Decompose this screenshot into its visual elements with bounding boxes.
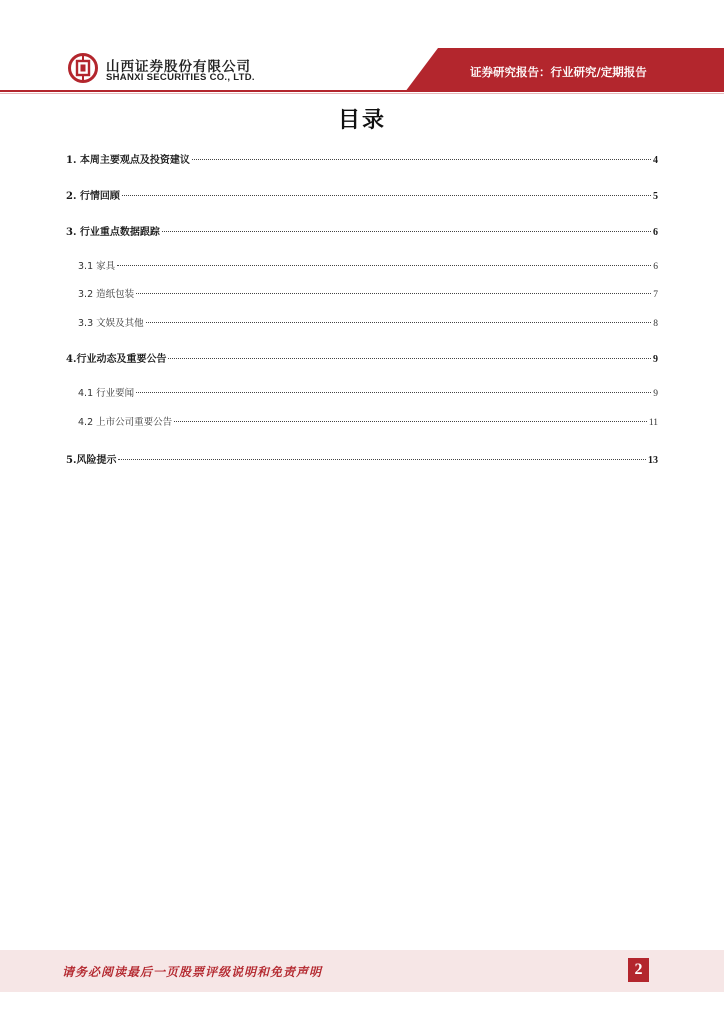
toc-leader-dots xyxy=(117,264,651,266)
toc-entry[interactable] xyxy=(66,315,658,331)
toc-label: 4.2 上市公司重要公告 xyxy=(78,417,173,428)
toc-leader-dots xyxy=(174,420,647,422)
toc-entry[interactable] xyxy=(66,151,658,167)
toc-page-number: 13 xyxy=(648,455,658,466)
toc-label: 3. 行业重点数据跟踪 xyxy=(66,227,160,238)
toc-page-number: 7 xyxy=(653,290,658,300)
toc-page-number: 6 xyxy=(653,262,658,272)
toc-page-number: 9 xyxy=(653,389,658,399)
toc-label: 4.行业动态及重要公告 xyxy=(66,354,167,365)
toc-entry[interactable] xyxy=(66,187,658,203)
toc-page-number: 4 xyxy=(653,155,658,166)
page-header xyxy=(0,0,724,100)
toc-leader-dots xyxy=(162,230,651,232)
toc-leader-dots xyxy=(136,292,651,294)
report-type: 证券研究报告：行业研究/定期报告 xyxy=(470,65,647,79)
toc-entry[interactable] xyxy=(66,286,658,302)
toc-entry[interactable] xyxy=(66,451,658,467)
shanxi-securities-logo-icon xyxy=(68,53,98,83)
page-number-badge: 2 xyxy=(628,958,649,982)
toc-leader-dots xyxy=(122,194,651,196)
toc-entry[interactable] xyxy=(66,414,658,430)
toc-entry[interactable] xyxy=(66,223,658,239)
toc-entry[interactable] xyxy=(66,350,658,366)
company-name-cn: 山西证券股份有限公司 xyxy=(106,59,251,75)
toc-page-number: 6 xyxy=(653,227,658,238)
toc-label: 3.1 家具 xyxy=(78,261,116,272)
toc-page-number: 8 xyxy=(653,319,658,329)
toc-leader-dots xyxy=(118,458,646,460)
toc-leader-dots xyxy=(192,158,651,160)
toc-page-number: 11 xyxy=(648,418,658,428)
toc-entry[interactable] xyxy=(66,385,658,401)
toc-label: 4.1 行业要闻 xyxy=(78,388,135,399)
page-footer xyxy=(0,950,724,992)
toc-label: 1. 本周主要观点及投资建议 xyxy=(66,155,190,166)
disclaimer-text: 请务必阅读最后一页股票评级说明和免责声明 xyxy=(62,965,323,979)
toc-page-number: 5 xyxy=(653,191,658,202)
toc-label: 5.风险提示 xyxy=(66,455,117,466)
header-banner xyxy=(0,0,724,100)
toc-leader-dots xyxy=(168,357,651,359)
toc-label: 3.2 造纸包装 xyxy=(78,289,135,300)
toc-entry[interactable] xyxy=(66,258,658,274)
toc-leader-dots xyxy=(136,391,651,393)
company-name-en: SHANXI SECURITIES CO., LTD. xyxy=(106,72,255,83)
toc-page-number: 9 xyxy=(653,354,658,365)
toc-label: 3.3 文娱及其他 xyxy=(78,318,144,329)
page-title: 目录 xyxy=(337,108,386,133)
toc-leader-dots xyxy=(146,321,652,323)
toc-label: 2. 行情回顾 xyxy=(66,191,120,202)
